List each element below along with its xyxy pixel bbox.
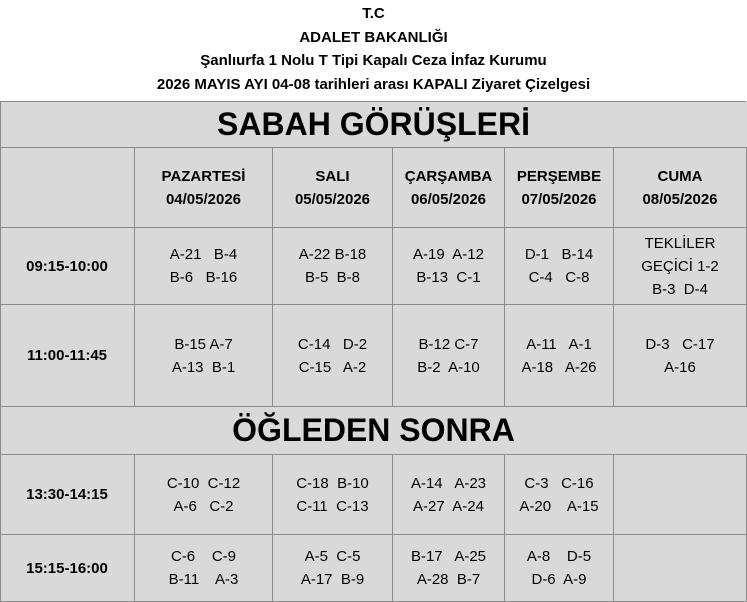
- cell-text: A-20 A-15: [519, 497, 599, 515]
- cell-text: A-18 A-26: [521, 358, 597, 376]
- cell-text: C-18 B-10: [296, 474, 369, 492]
- section-title-morning: SABAH GÖRÜŞLERİ: [0, 101, 747, 148]
- day-header: [135, 148, 273, 228]
- cell-text: SALI: [315, 167, 350, 185]
- cell-text: A-27 A-24: [413, 497, 484, 515]
- document-header: [0, 0, 747, 101]
- schedule-cell: [505, 455, 614, 535]
- schedule-cell: [614, 535, 747, 602]
- cell-text: 05/05/2026: [294, 190, 371, 208]
- cell-text: A-14 A-23: [410, 474, 487, 492]
- day-header: [505, 148, 614, 228]
- cell-text: 06/05/2026: [410, 190, 487, 208]
- cell-text: 04/05/2026: [165, 190, 242, 208]
- section-title-afternoon: ÖĞLEDEN SONRA: [0, 407, 747, 455]
- cell-text: TEKLİLER: [644, 234, 716, 252]
- cell-text: 15:15-16:00: [26, 559, 108, 577]
- cell-text: B-17 A-25: [410, 548, 487, 565]
- cell-text: CUMA: [657, 167, 703, 185]
- schedule-cell: [393, 305, 505, 407]
- cell-text: A-16: [664, 358, 696, 376]
- time-slot: [0, 228, 135, 305]
- cell-text: C-6 C-9: [170, 548, 236, 565]
- schedule-cell: [393, 535, 505, 602]
- header-corner: [0, 148, 135, 228]
- schedule-cell: [614, 228, 747, 305]
- schedule-cell: [273, 228, 393, 305]
- time-slot: [0, 535, 135, 602]
- cell-text: B-5 B-8: [304, 269, 361, 286]
- cell-text: C-4 C-8: [528, 269, 590, 286]
- schedule-cell: [614, 305, 747, 407]
- cell-text: B-2 A-10: [417, 358, 480, 376]
- schedule-cell: [273, 455, 393, 535]
- cell-text: A-19 A-12: [413, 246, 484, 263]
- time-slot: [0, 455, 135, 535]
- cell-text: ÇARŞAMBA: [404, 167, 493, 185]
- cell-text: D-6 A-9: [531, 571, 587, 588]
- cell-text: PERŞEMBE: [516, 167, 602, 185]
- cell-text: B-13 C-1: [416, 269, 481, 286]
- cell-text: A-8 D-5: [526, 548, 592, 565]
- header-line-schedule-title: 2026 MAYIS AYI 04-08 tarihleri arası KAPALI Ziyaret Çizelgesi: [156, 76, 591, 93]
- cell-text: C-14 D-2: [297, 335, 368, 353]
- day-header: [614, 148, 747, 228]
- cell-text: A-6 C-2: [173, 497, 234, 515]
- schedule-cell: [135, 228, 273, 305]
- schedule-cell: [273, 535, 393, 602]
- cell-text: B-3 D-4: [652, 280, 708, 298]
- schedule-cell: [505, 228, 614, 305]
- cell-text: A-22 B-18: [298, 246, 367, 263]
- header-line-institution: Şanlıurfa 1 Nolu T Tipi Kapalı Ceza İnfaz Kurumu: [200, 52, 547, 69]
- cell-text: 09:15-10:00: [26, 257, 108, 275]
- cell-text: D-3 C-17: [645, 335, 715, 353]
- cell-text: B-15 A-7: [174, 335, 233, 353]
- cell-text: GEÇİCİ 1-2: [641, 257, 719, 275]
- cell-text: C-3 C-16: [524, 474, 594, 492]
- cell-text: B-11 A-3: [168, 571, 239, 588]
- cell-text: C-10 C-12: [166, 474, 241, 492]
- cell-text: A-28 B-7: [416, 571, 481, 588]
- schedule-cell: [393, 455, 505, 535]
- header-line-ministry: ADALET BAKANLIĞI: [299, 29, 448, 46]
- schedule-cell: [614, 455, 747, 535]
- cell-text: 08/05/2026: [642, 190, 718, 208]
- cell-text: A-21 B-4: [169, 246, 238, 263]
- header-line-tc: T.C: [362, 5, 385, 22]
- cell-text: C-15 A-2: [298, 358, 367, 376]
- cell-text: 07/05/2026: [521, 190, 597, 208]
- schedule-cell: [505, 535, 614, 602]
- cell-text: A-11 A-1: [526, 335, 592, 353]
- schedule-cell: [505, 305, 614, 407]
- time-slot: [0, 305, 135, 407]
- cell-text: B-6 B-16: [169, 269, 238, 286]
- cell-text: A-17 B-9: [300, 571, 365, 588]
- day-header: [273, 148, 393, 228]
- cell-text: A-5 C-5: [304, 548, 361, 565]
- cell-text: A-13 B-1: [171, 358, 236, 376]
- cell-text: PAZARTESİ: [161, 167, 246, 185]
- cell-text: D-1 B-14: [524, 246, 594, 263]
- cell-text: 11:00-11:45: [26, 347, 108, 364]
- schedule-cell: [135, 455, 273, 535]
- schedule-cell: [393, 228, 505, 305]
- cell-text: C-11 C-13: [296, 497, 369, 515]
- cell-text: B-12 C-7: [418, 335, 479, 353]
- schedule-cell: [273, 305, 393, 407]
- day-header: [393, 148, 505, 228]
- schedule-cell: [135, 305, 273, 407]
- cell-text: 13:30-14:15: [26, 486, 108, 503]
- schedule-cell: [135, 535, 273, 602]
- visit-schedule-table: [0, 101, 747, 602]
